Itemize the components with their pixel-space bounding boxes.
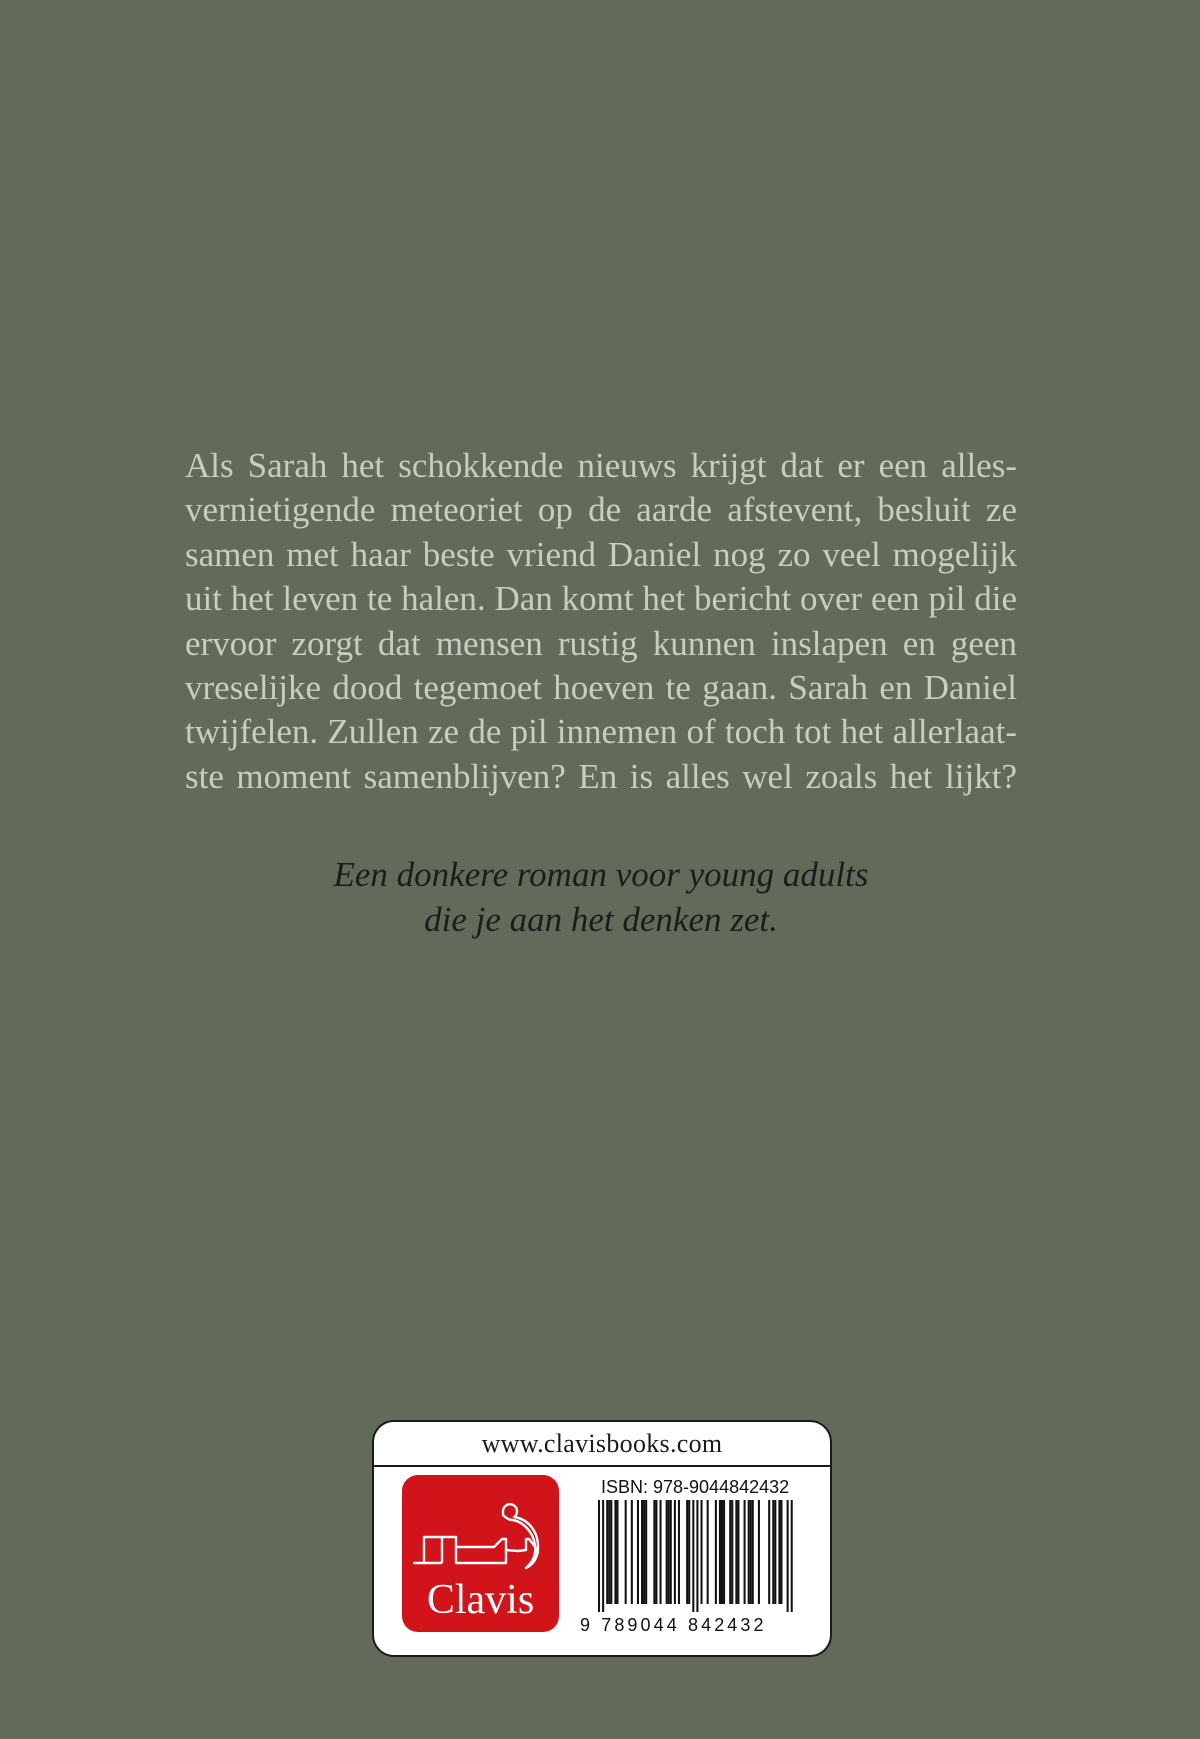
barcode-bar [653,1500,655,1604]
barcode [598,1500,804,1612]
blurb-line: ste moment samenblijven? En is alles wel zoals het lijkt? [185,756,1017,796]
barcode-bar [721,1500,723,1604]
tagline [185,852,1017,942]
barcode-bar [602,1500,604,1612]
barcode-bar [606,1500,608,1604]
blurb-line: ervoor zorgt dat mensen rustig kunnen inslapen en geen [185,623,1017,663]
barcode-bar [701,1500,703,1604]
barcode-bar [610,1500,612,1604]
barcode-bar [791,1500,793,1612]
barcode-bar [655,1500,657,1604]
barcode-bar [707,1500,709,1604]
isbn-text: ISBN: 978-9044842432 [601,1477,790,1497]
barcode-bar [744,1500,746,1604]
barcode-bar [688,1500,690,1604]
barcode-bar [758,1500,760,1604]
blurb-line: twijfelen. Zullen ze de pil innemen of toch tot het allerlaat- [185,712,1017,752]
barcode-bar [637,1500,639,1604]
blurb-line: vernietigende meteoriet op de aarde afstevent, besluit ze [185,490,1017,530]
barcode-bar [678,1500,680,1604]
barcode-bar [686,1500,688,1604]
blurb-line: samen met haar beste vriend Daniel nog zo veel mogelijk [185,534,1017,574]
barcode-bar [752,1500,754,1604]
barcode-bar [625,1500,627,1604]
tagline-line: Een donkere roman voor young adults [333,855,869,894]
barcode-bar [674,1500,676,1604]
barcode-bar [780,1500,782,1604]
barcode-bar [772,1500,774,1604]
barcode-bar [598,1500,600,1612]
barcode-bar [729,1500,731,1604]
barcode-bar [737,1500,739,1604]
barcode-bar [723,1500,725,1604]
barcode-bar [643,1500,645,1604]
barcode-bar [641,1500,643,1604]
barcode-bar [670,1500,672,1604]
barcode-bar [787,1500,789,1612]
blurb-text [185,444,1017,799]
barcode-bar [645,1500,647,1604]
barcode-bar [660,1500,662,1604]
barcode-bar [778,1500,780,1604]
barcode-bar [668,1500,670,1604]
barcode-digits: 9 789044 842432 [580,1615,767,1635]
barcode-bar [774,1500,776,1604]
barcode-bar [616,1500,618,1604]
barcode-bar [748,1500,750,1604]
barcode-bar [715,1500,717,1604]
barcode-bar [719,1500,721,1604]
blurb-line: Als Sarah het schokkende nieuws krijgt dat er een alles- [185,446,1017,485]
barcode-bar [768,1500,770,1604]
publisher-label [372,1420,832,1657]
barcode-bar [631,1500,633,1604]
barcode-bar [666,1500,668,1604]
barcode-bar [692,1500,694,1612]
barcode-bar [735,1500,737,1604]
barcode-bar [731,1500,733,1604]
barcode-bar [750,1500,752,1604]
blurb-line: uit het leven te halen. Dan komt het bericht over een pil die [185,579,1017,619]
logo-text: Clavis [426,1577,535,1623]
website-url: www.clavisbooks.com [374,1422,830,1467]
barcode-bar [696,1500,698,1612]
tagline-line: die je aan het denken zet. [424,900,778,939]
clavis-logo [402,1475,559,1632]
barcode-bar [614,1500,616,1604]
barcode-bar [608,1500,610,1604]
blurb-line: vreselijke dood tegemoet hoeven te gaan. Sarah en Daniel [185,668,1017,708]
